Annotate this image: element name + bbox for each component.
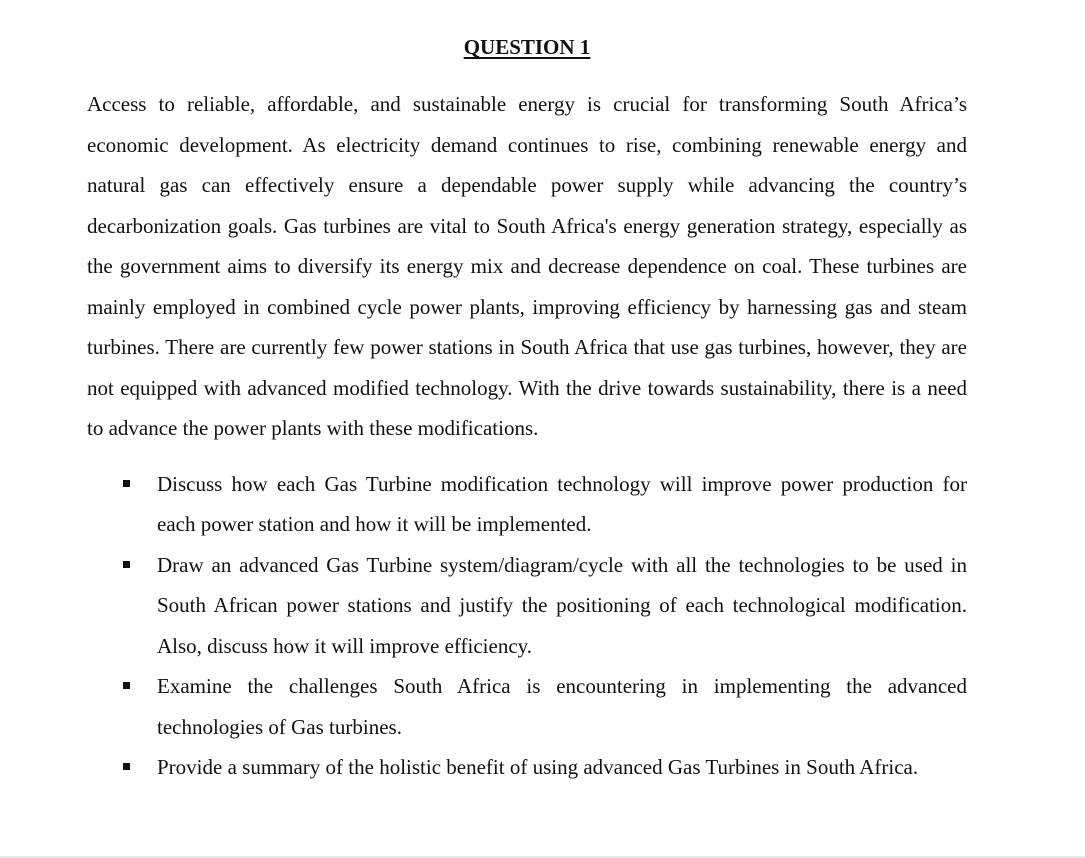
square-bullet-icon bbox=[123, 480, 130, 487]
task-list bbox=[87, 464, 967, 788]
task-text: Provide a summary of the holistic benefit of using advanced Gas Turbines in South Africa. bbox=[157, 755, 919, 779]
task-text: Discuss how each Gas Turbine modification technology will improve power production for each power station and how it will be implemented. bbox=[157, 471, 967, 536]
list-item bbox=[87, 545, 967, 667]
task-text: Examine the challenges South Africa is encountering in implementing the advanced technologies of Gas turbines. bbox=[157, 674, 967, 739]
square-bullet-icon bbox=[123, 763, 130, 770]
task-text: Draw an advanced Gas Turbine system/diagram/cycle with all the technologies to be used in South African power stations and justify the positioning of each technological modification. Also, discuss how it will improve efficiency. bbox=[157, 552, 967, 658]
document-page bbox=[87, 30, 967, 788]
list-item bbox=[87, 464, 967, 545]
intro-paragraph: Access to reliable, affordable, and sustainable energy is crucial for transforming South Africa’s economic development. As electricity demand continues to rise, combining renewable energy and natural gas can effectively ensure a dependable power supply while advancing the country’s decarbonization goals. Gas turbines are vital to South Africa's energy generation strategy, especially as the government aims to diversify its energy mix and decrease dependence on coal. These turbines are mainly employed in combined cycle power plants, improving efficiency by harnessing gas and steam turbines. There are currently few power stations in South Africa that use gas turbines, however, they are not equipped with advanced modified technology. With the drive towards sustainability, there is a need to advance the power plants with these modifications. bbox=[87, 92, 967, 440]
square-bullet-icon bbox=[123, 682, 130, 689]
list-item bbox=[87, 747, 967, 788]
list-item bbox=[87, 666, 967, 747]
question-title: QUESTION 1 bbox=[463, 35, 591, 59]
square-bullet-icon bbox=[123, 561, 130, 568]
